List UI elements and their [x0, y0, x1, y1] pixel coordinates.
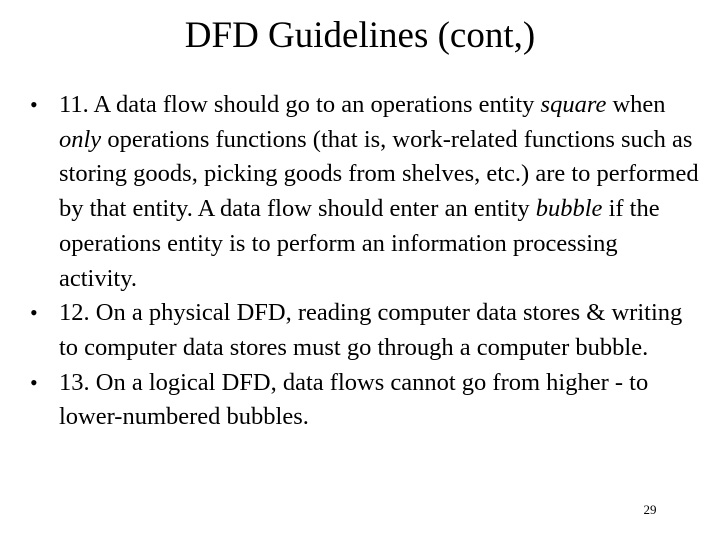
bullet-text: 12. On a physical DFD, reading computer data stores & writing to computer data stores must go through a computer bubble.: [59, 299, 683, 361]
slide-title: DFD Guidelines (cont,): [184, 15, 536, 56]
bullet-item: [30, 366, 700, 435]
page-number: 29: [643, 502, 657, 517]
bullet-icon: •: [30, 92, 38, 117]
bullet-icon: •: [30, 300, 38, 326]
bullet-item: [30, 296, 700, 365]
bullet-icon: •: [30, 369, 38, 395]
bullet-text: 11. A data flow should go to an operations entity square when only operations functions (that is, work-related functions such as storing goods, picking goods from shelves, etc.) are to performed by that entity. A data flow should enter an entity bubble if the operations entity is to perform an information processing activity.: [59, 91, 699, 292]
bullet-list: [30, 88, 700, 435]
bullet-text: 13. On a logical DFD, data flows cannot go from higher - to lower-numbered bubbles.: [59, 368, 649, 431]
bullet-item: [30, 88, 700, 296]
